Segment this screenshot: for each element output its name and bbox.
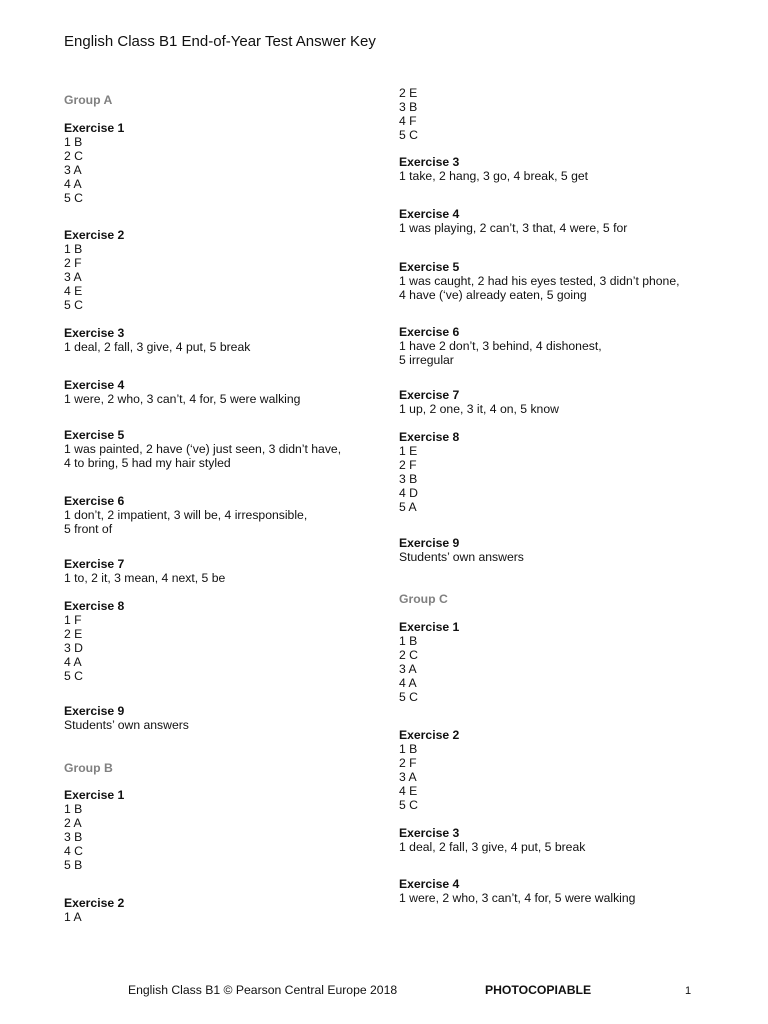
answer-line: 1 up, 2 one, 3 it, 4 on, 5 know — [399, 402, 559, 417]
answer-line: 2 A — [64, 816, 82, 831]
exercise-block — [399, 260, 680, 302]
exercise-title: Exercise 8 — [64, 599, 125, 613]
answer-line: 5 A — [399, 500, 417, 515]
exercise-title: Exercise 9 — [399, 536, 460, 550]
exercise-block — [399, 826, 585, 854]
exercise-title: Exercise 6 — [399, 325, 460, 339]
exercise-block — [399, 430, 459, 515]
answer-line: 3 A — [64, 270, 82, 285]
answer-line: 5 C — [399, 690, 418, 705]
exercise-title: Exercise 4 — [399, 207, 460, 221]
answer-line: Students’ own answers — [399, 550, 524, 565]
answer-line: 2 C — [64, 149, 83, 164]
answer-line: 1 deal, 2 fall, 3 give, 4 put, 5 break — [64, 340, 251, 355]
footer-copyright: English Class B1 © Pearson Central Europe 2018 — [128, 983, 398, 997]
answer-line: 2 F — [64, 256, 82, 271]
page-number: 1 — [685, 985, 692, 997]
exercise-title: Exercise 4 — [64, 378, 125, 392]
answer-line: 1 were, 2 who, 3 can’t, 4 for, 5 were walking — [64, 392, 301, 407]
exercise-block — [64, 228, 124, 313]
answer-line: 5 B — [64, 858, 83, 873]
answer-line: 1 A — [64, 910, 82, 925]
exercise-block — [399, 388, 559, 416]
exercise-title: Exercise 8 — [399, 430, 460, 444]
exercise-title: Exercise 2 — [64, 228, 125, 242]
answer-line: 1 have 2 don’t, 3 behind, 4 dishonest, — [399, 339, 602, 354]
answer-line: 5 C — [399, 798, 418, 813]
answer-line: 1 deal, 2 fall, 3 give, 4 put, 5 break — [399, 840, 586, 855]
exercise-title: Exercise 2 — [399, 728, 460, 742]
answer-line: 1 were, 2 who, 3 can’t, 4 for, 5 were walking — [399, 891, 636, 906]
group-a-heading: Group A — [64, 93, 113, 107]
answer-line: 1 don’t, 2 impatient, 3 will be, 4 irresponsible, — [64, 508, 308, 523]
answer-line: 4 C — [64, 844, 83, 859]
exercise-title: Exercise 7 — [64, 557, 125, 571]
answer-line: 1 E — [399, 444, 418, 459]
exercise-block — [64, 896, 124, 924]
answer-line: 3 A — [399, 770, 417, 785]
answer-line: 1 F — [64, 613, 82, 628]
answer-line: 4 E — [399, 784, 418, 799]
answer-line: 1 was caught, 2 had his eyes tested, 3 didn’t phone, — [399, 274, 680, 289]
exercise-block — [64, 704, 189, 732]
exercise-block — [399, 207, 627, 235]
answer-line: 3 D — [64, 641, 83, 656]
exercise-title: Exercise 1 — [64, 788, 125, 802]
answer-line: 2 F — [399, 458, 417, 473]
exercise-title: Exercise 3 — [64, 326, 125, 340]
exercise-title: Exercise 1 — [399, 620, 460, 634]
exercise-title: Exercise 6 — [64, 494, 125, 508]
exercise-block — [64, 494, 307, 536]
exercise-title: Exercise 2 — [64, 896, 125, 910]
answer-line: 4 E — [64, 284, 83, 299]
answer-line: 4 A — [64, 655, 82, 670]
answer-line: 1 take, 2 hang, 3 go, 4 break, 5 get — [399, 169, 589, 184]
exercise-block — [399, 86, 418, 142]
answer-line: 2 E — [64, 627, 83, 642]
answer-line: 5 irregular — [399, 353, 454, 368]
exercise-block — [64, 428, 341, 470]
answer-line: 5 C — [64, 191, 83, 206]
exercise-title: Exercise 3 — [399, 826, 460, 840]
answer-line: 1 B — [64, 242, 83, 257]
answer-line: 1 was playing, 2 can’t, 3 that, 4 were, 5 for — [399, 221, 628, 236]
exercise-block — [399, 325, 602, 367]
answer-line: 4 to bring, 5 had my hair styled — [64, 456, 231, 471]
answer-line: Students’ own answers — [64, 718, 189, 733]
exercise-block — [399, 536, 524, 564]
exercise-title: Exercise 1 — [64, 121, 125, 135]
exercise-title: Exercise 4 — [399, 877, 460, 891]
exercise-block — [399, 155, 588, 183]
answer-line: 1 B — [399, 634, 418, 649]
exercise-block — [399, 620, 459, 705]
footer-photocopiable: PHOTOCOPIABLE — [485, 983, 592, 997]
answer-line: 5 C — [399, 128, 418, 143]
page-title: English Class B1 End-of-Year Test Answer Key — [64, 33, 376, 50]
exercise-block — [64, 599, 124, 684]
answer-line: 1 to, 2 it, 3 mean, 4 next, 5 be — [64, 571, 226, 586]
exercise-title: Exercise 3 — [399, 155, 460, 169]
answer-line: 3 A — [64, 163, 82, 178]
exercise-title: Exercise 9 — [64, 704, 125, 718]
answer-line: 4 D — [399, 486, 418, 501]
answer-line: 5 C — [64, 669, 83, 684]
answer-line: 5 front of — [64, 522, 113, 537]
exercise-title: Exercise 5 — [399, 260, 460, 274]
answer-line: 2 E — [399, 86, 418, 100]
exercise-block — [64, 557, 225, 585]
answer-line: 4 F — [399, 114, 417, 129]
exercise-block — [64, 326, 250, 354]
answer-line: 4 A — [64, 177, 82, 192]
answer-line: 2 C — [399, 648, 418, 663]
answer-line: 3 B — [64, 830, 83, 845]
group-b-heading: Group B — [64, 761, 113, 775]
answer-line: 1 B — [64, 135, 83, 150]
exercise-title: Exercise 7 — [399, 388, 460, 402]
answer-line: 1 B — [64, 802, 83, 817]
answer-line: 4 have (‘ve) already eaten, 5 going — [399, 288, 587, 303]
exercise-block — [64, 378, 300, 406]
answer-line: 4 A — [399, 676, 417, 691]
answer-line: 2 F — [399, 756, 417, 771]
answer-line: 1 B — [399, 742, 418, 757]
exercise-block — [64, 121, 124, 206]
answer-line: 3 B — [399, 472, 418, 487]
exercise-title: Exercise 5 — [64, 428, 125, 442]
exercise-block — [399, 877, 635, 905]
exercise-block — [64, 788, 124, 873]
answer-line: 1 was painted, 2 have (‘ve) just seen, 3 didn’t have, — [64, 442, 342, 457]
answer-line: 3 A — [399, 662, 417, 677]
answer-line: 3 B — [399, 100, 418, 115]
group-c-heading: Group C — [399, 592, 448, 606]
exercise-block — [399, 728, 459, 813]
answer-line: 5 C — [64, 298, 83, 313]
